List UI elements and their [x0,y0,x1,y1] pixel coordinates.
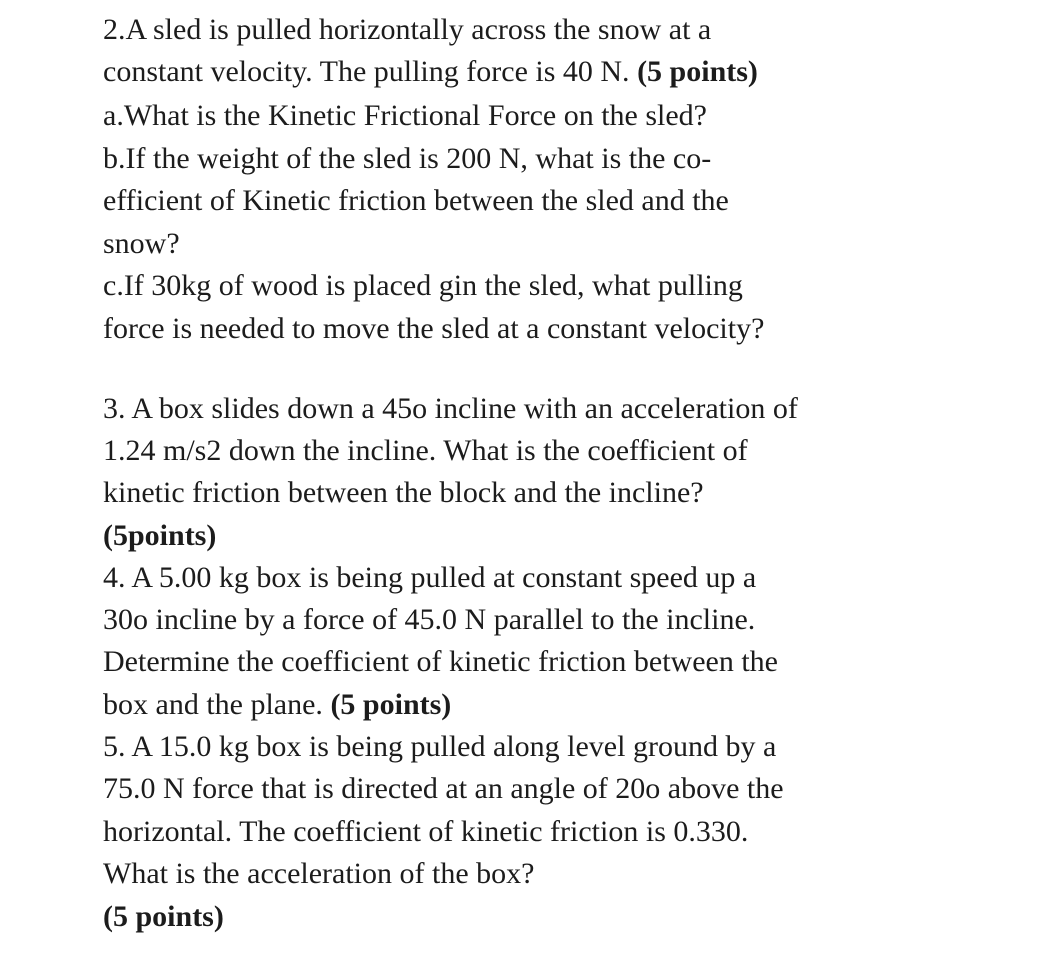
q4-line-2: 30o incline by a force of 45.0 N parallel to the incline. [103,603,756,636]
q5-line-3: horizontal. The coefficient of kinetic friction is 0.330. [103,815,749,848]
q4-line-3: Determine the coefficient of kinetic friction between the [103,645,778,678]
q2-part-b-line-3: snow? [103,227,180,260]
q5-line-1: 5. A 15.0 kg box is being pulled along level ground by a [103,730,777,763]
q2-part-c-line-1: c.If 30kg of wood is placed gin the sled, what pulling [103,269,743,302]
q2-part-a: a.What is the Kinetic Frictional Force on the sled? [103,99,707,132]
q3-line-1: 3. A box slides down a 45o incline with an acceleration of [103,392,798,425]
q2-part-b-line-1: b.If the weight of the sled is 200 N, what is the co- [103,142,712,175]
q5-line-4: What is the acceleration of the box? [103,857,535,890]
q4-line-4 [103,687,451,723]
q4-points: (5 points) [330,688,452,721]
q3-line-2: 1.24 m/s2 down the incline. What is the coefficient of [103,434,748,467]
q2-line-1: 2.A sled is pulled horizontally across the snow at a [103,13,712,46]
q3-points: (5points) [103,519,217,552]
q2-line-2 [103,54,758,90]
q4-line-1: 4. A 5.00 kg box is being pulled at constant speed up a [103,561,757,594]
q2-part-b-line-2: efficient of Kinetic friction between the sled and the [103,184,729,217]
q2-line-2-text: constant velocity. The pulling force is 40 N. [103,55,638,88]
q2-part-c-line-2: force is needed to move the sled at a constant velocity? [103,312,765,345]
q2-points: (5 points) [637,55,758,88]
q5-points: (5 points) [103,900,224,933]
q4-line-4-text: box and the plane. [103,688,331,721]
q3-line-3: kinetic friction between the block and the incline? [103,476,704,509]
q5-line-2: 75.0 N force that is directed at an angle of 20o above the [103,772,784,805]
